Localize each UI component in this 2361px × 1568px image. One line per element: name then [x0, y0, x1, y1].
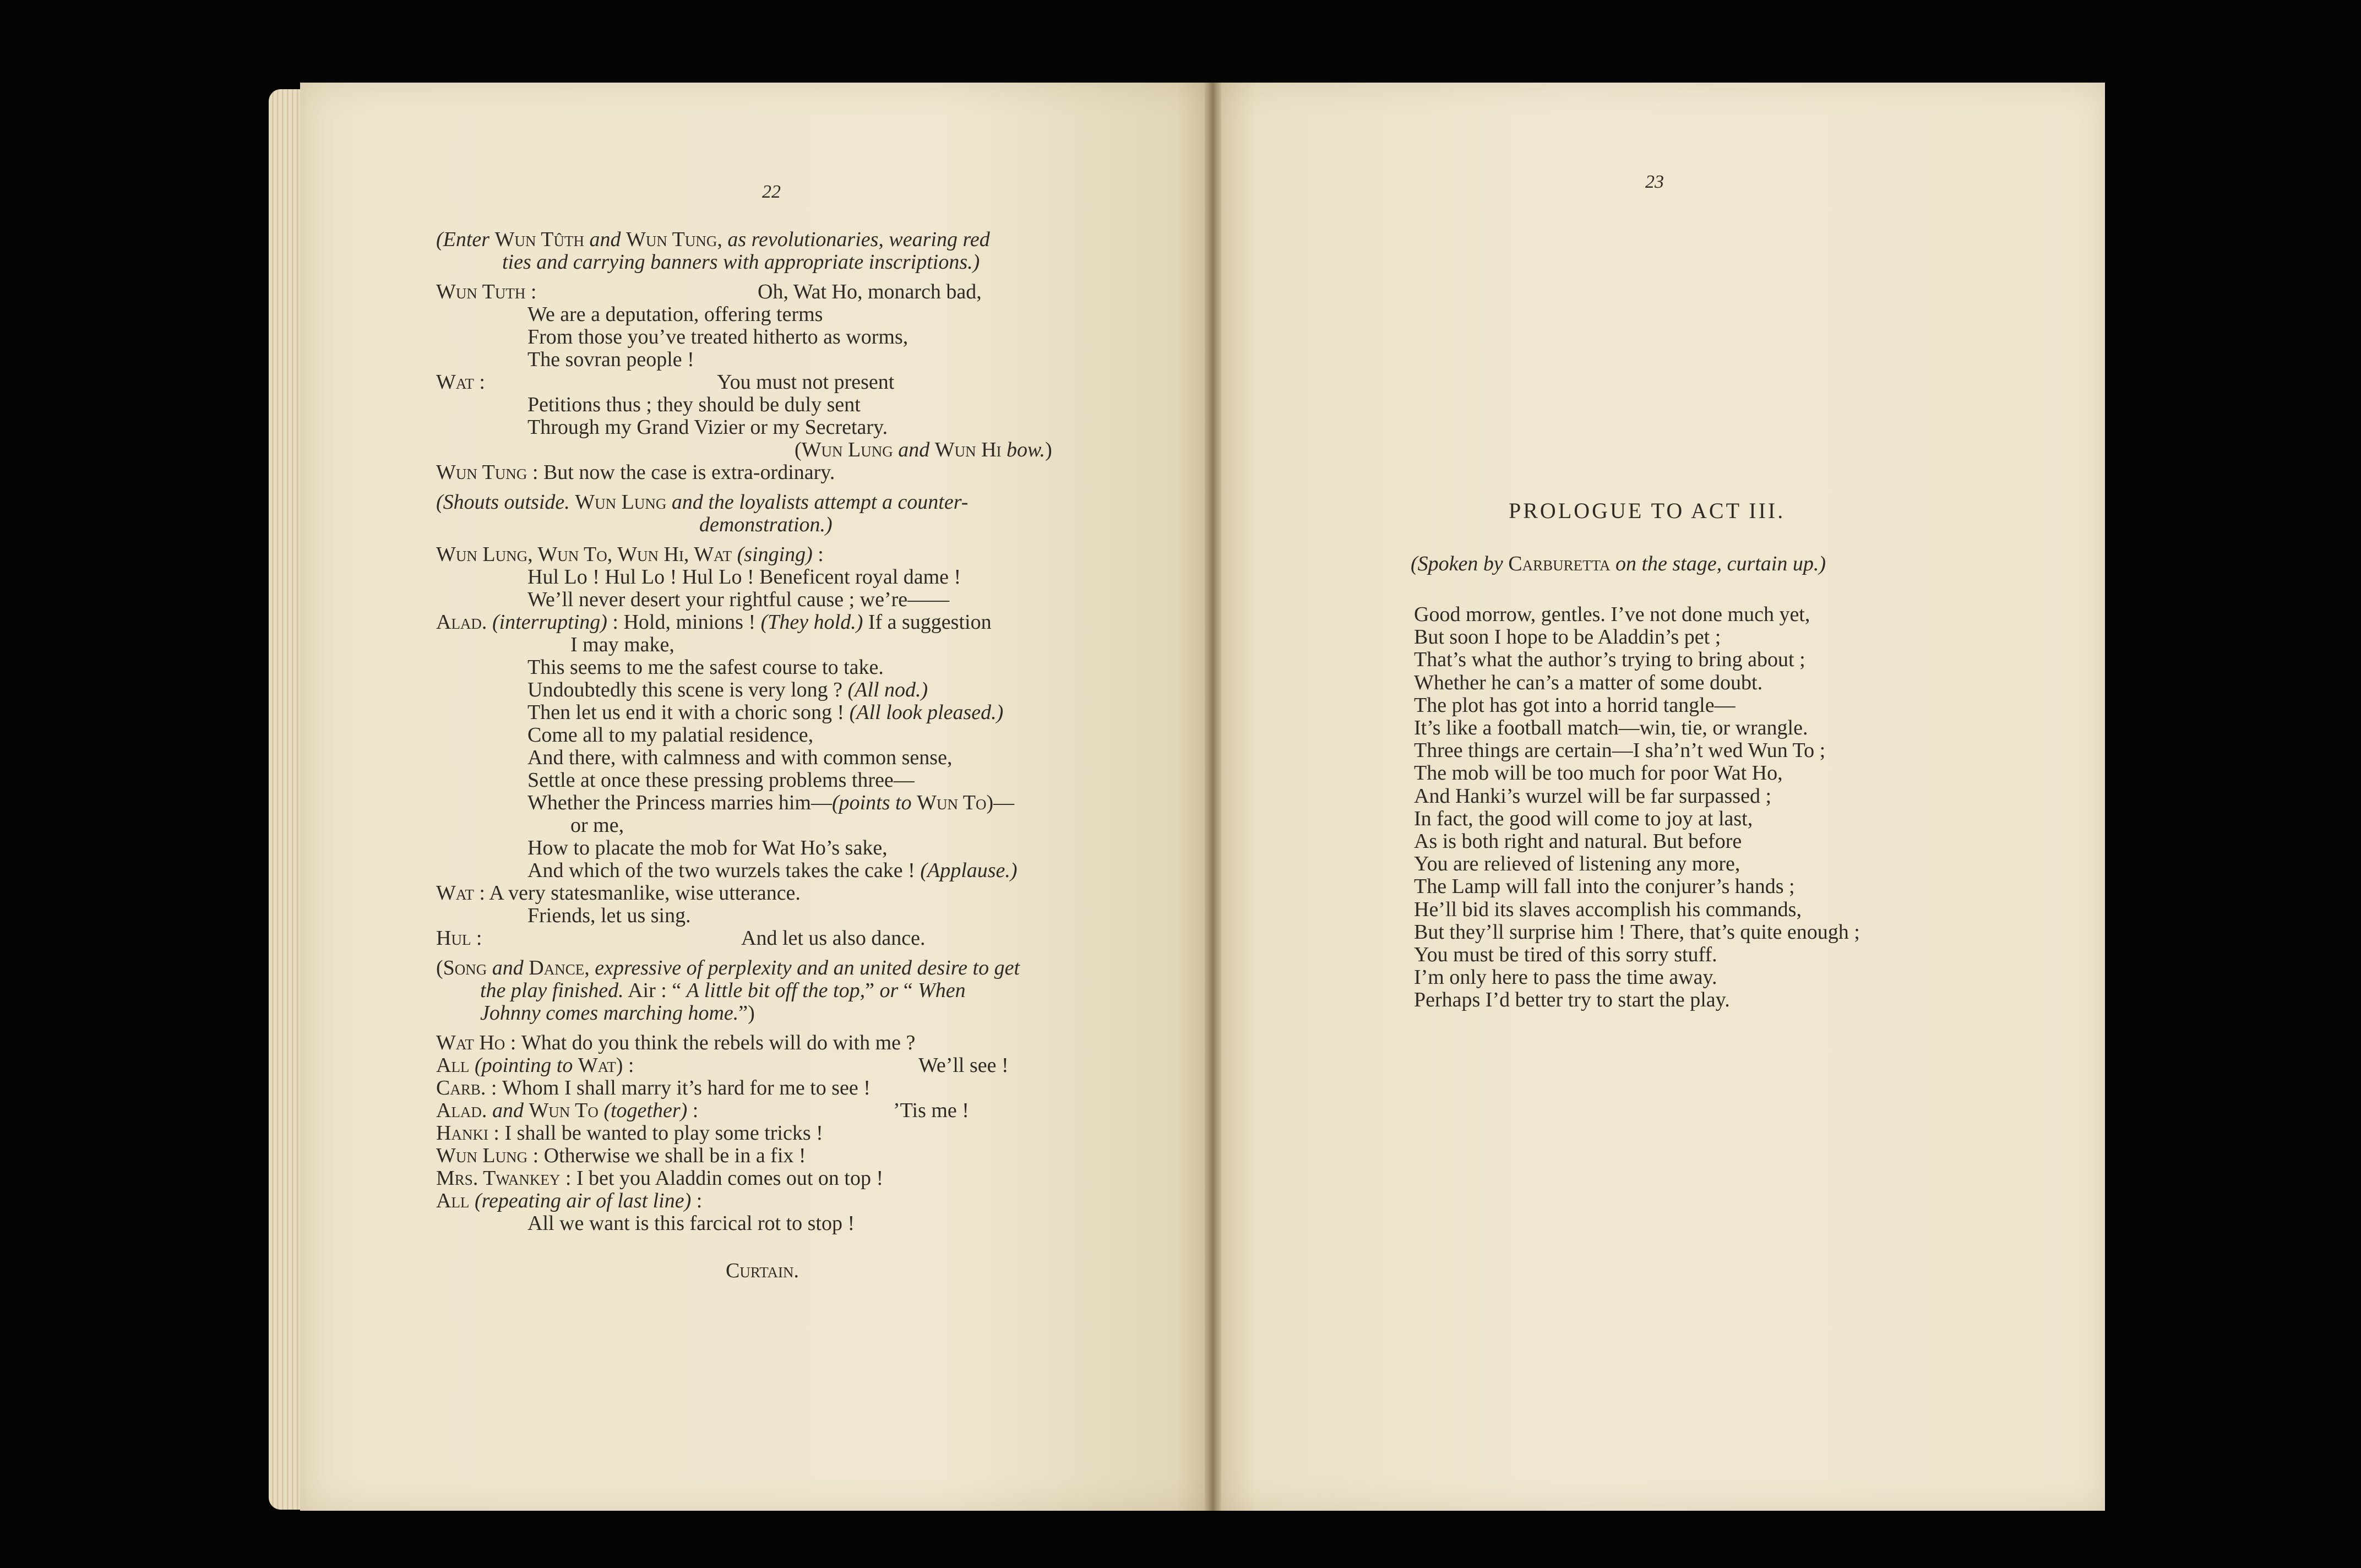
left-text-line: Wun Lung, Wun To, Wun Hi, Wat (singing) : [436, 543, 824, 566]
left-text-line: All we want is this farcical rot to stop ! [527, 1212, 855, 1235]
left-text-line: Wun Tuth : [436, 280, 537, 303]
left-text-line: We’ll never desert your rightful cause ; we’re—— [527, 588, 950, 611]
verse-line: It’s like a football match—win, tie, or wrangle. [1414, 716, 1808, 739]
left-text-line: All (repeating air of last line) : [436, 1189, 703, 1212]
verse-line: And Hanki’s wurzel will be far surpassed ; [1414, 784, 1772, 808]
left-text-line: Wat : A very statesmanlike, wise utterance. [436, 881, 801, 905]
left-text-line: From those you’ve treated hitherto as worms, [527, 325, 909, 349]
left-text-line: Hul : [436, 927, 482, 950]
left-text-line: Hul Lo ! Hul Lo ! Hul Lo ! Beneficent royal dame ! [527, 565, 961, 589]
left-text-line: And let us also dance. [741, 927, 926, 950]
left-text-line: How to placate the mob for Wat Ho’s sake, [527, 836, 888, 859]
left-text-line: Wun Lung : Otherwise we shall be in a fix ! [436, 1144, 806, 1167]
left-text-line: I may make, [570, 633, 674, 656]
verse-line: Three things are certain—I sha’n’t wed Wun To ; [1414, 739, 1826, 763]
verse-line: As is both right and natural. But before [1414, 830, 1742, 853]
left-text-line: (Shouts outside. Wun Lung and the loyalists attempt a counter- [436, 491, 969, 514]
verse-line: He’ll bid its slaves accomplish his commands, [1414, 897, 1802, 921]
left-text-line: Oh, Wat Ho, monarch bad, [758, 280, 982, 303]
book-gutter [1205, 83, 1221, 1511]
verse-line: The mob will be too much for poor Wat Ho, [1414, 761, 1783, 785]
left-text-line: the play finished. Air : “ A little bit off the top,” or “ When [480, 979, 966, 1002]
left-text-line: And which of the two wurzels takes the cake ! (Applause.) [527, 859, 1018, 882]
left-text-line: Curtain. [726, 1259, 799, 1282]
left-text-line: Mrs. Twankey : I bet you Aladdin comes out on top ! [436, 1167, 884, 1190]
left-text-line: (Enter Wun Tûth and Wun Tung, as revolutionaries, wearing red [436, 228, 990, 251]
left-text-line: Wat : [436, 371, 485, 394]
verse-line: Whether he can’s a matter of some doubt. [1414, 671, 1763, 694]
left-text-line: Friends, let us sing. [527, 904, 691, 927]
verse-line: But they’ll surprise him ! There, that’s quite enough ; [1414, 920, 1860, 944]
verse-line: In fact, the good will come to joy at last, [1414, 807, 1753, 830]
left-text-line: We are a deputation, offering terms [527, 303, 823, 326]
left-text-line: Settle at once these pressing problems three— [527, 769, 915, 792]
verse-line: That’s what the author’s trying to bring about ; [1414, 648, 1805, 672]
left-text-line: All (pointing to Wat) : [436, 1054, 634, 1077]
left-text-line: Then let us end it with a choric song ! (All look pleased.) [527, 701, 1004, 724]
verse-line: Perhaps I’d better try to start the play. [1414, 988, 1730, 1012]
right-page-number: 23 [1645, 172, 1664, 192]
left-text-line: The sovran people ! [527, 348, 694, 371]
verse-line: The Lamp will fall into the conjurer’s hands ; [1414, 875, 1795, 899]
left-text-line: This seems to me the safest course to take. [527, 656, 884, 679]
verse-line: The plot has got into a horrid tangle— [1414, 693, 1736, 717]
left-text-line: You must not present [717, 371, 895, 394]
left-text-line: Alad. (interrupting) : Hold, minions ! (They hold.) If a suggestion [436, 611, 992, 634]
left-text-line: Petitions thus ; they should be duly sent [527, 393, 861, 416]
verse-line: I’m only here to pass the time away. [1414, 966, 1717, 989]
verse-line: Good morrow, gentles. I’ve not done much yet, [1414, 603, 1810, 626]
left-page-number: 22 [762, 182, 781, 202]
left-text-line: demonstration.) [699, 513, 833, 536]
left-text-line: Hanki : I shall be wanted to play some tricks ! [436, 1121, 823, 1145]
prologue-heading: PROLOGUE TO ACT III. [1509, 498, 1786, 523]
left-text-line: or me, [570, 814, 624, 837]
left-text-line: Through my Grand Vizier or my Secretary. [527, 416, 888, 439]
left-text-line: We’ll see ! [918, 1054, 1009, 1077]
verse-line: You are relieved of listening any more, [1414, 852, 1740, 876]
verse-line: You must be tired of this sorry stuff. [1414, 943, 1717, 966]
left-text-line: ties and carrying banners with appropriate inscriptions.) [502, 251, 980, 274]
verse-line: But soon I hope to be Aladdin’s pet ; [1414, 625, 1721, 649]
stage-direction-line: (Spoken by Carburetta on the stage, curtain up.) [1411, 552, 1826, 575]
left-text-line: (Song and Dance, expressive of perplexity and an united desire to get [436, 956, 1020, 979]
left-text-line: Come all to my palatial residence, [527, 723, 814, 747]
left-text-line: Alad. and Wun To (together) : [436, 1099, 699, 1122]
left-text-line: Whether the Princess marries him—(points to Wun To)— [527, 791, 1015, 814]
left-text-line: Wun Tung : But now the case is extra-ordinary. [436, 461, 835, 484]
left-text-line: And there, with calmness and with common sense, [527, 746, 953, 769]
left-text-line: Carb. : Whom I shall marry it’s hard for me to see ! [436, 1076, 871, 1099]
left-text-line: (Wun Lung and Wun Hi bow.) [795, 438, 1052, 461]
left-text-line: ’Tis me ! [893, 1099, 969, 1122]
left-text-line: Undoubtedly this scene is very long ? (All nod.) [527, 678, 928, 701]
left-text-line: Wat Ho : What do you think the rebels will do with me ? [436, 1031, 916, 1054]
left-text-line: Johnny comes marching home.”) [480, 1001, 755, 1025]
